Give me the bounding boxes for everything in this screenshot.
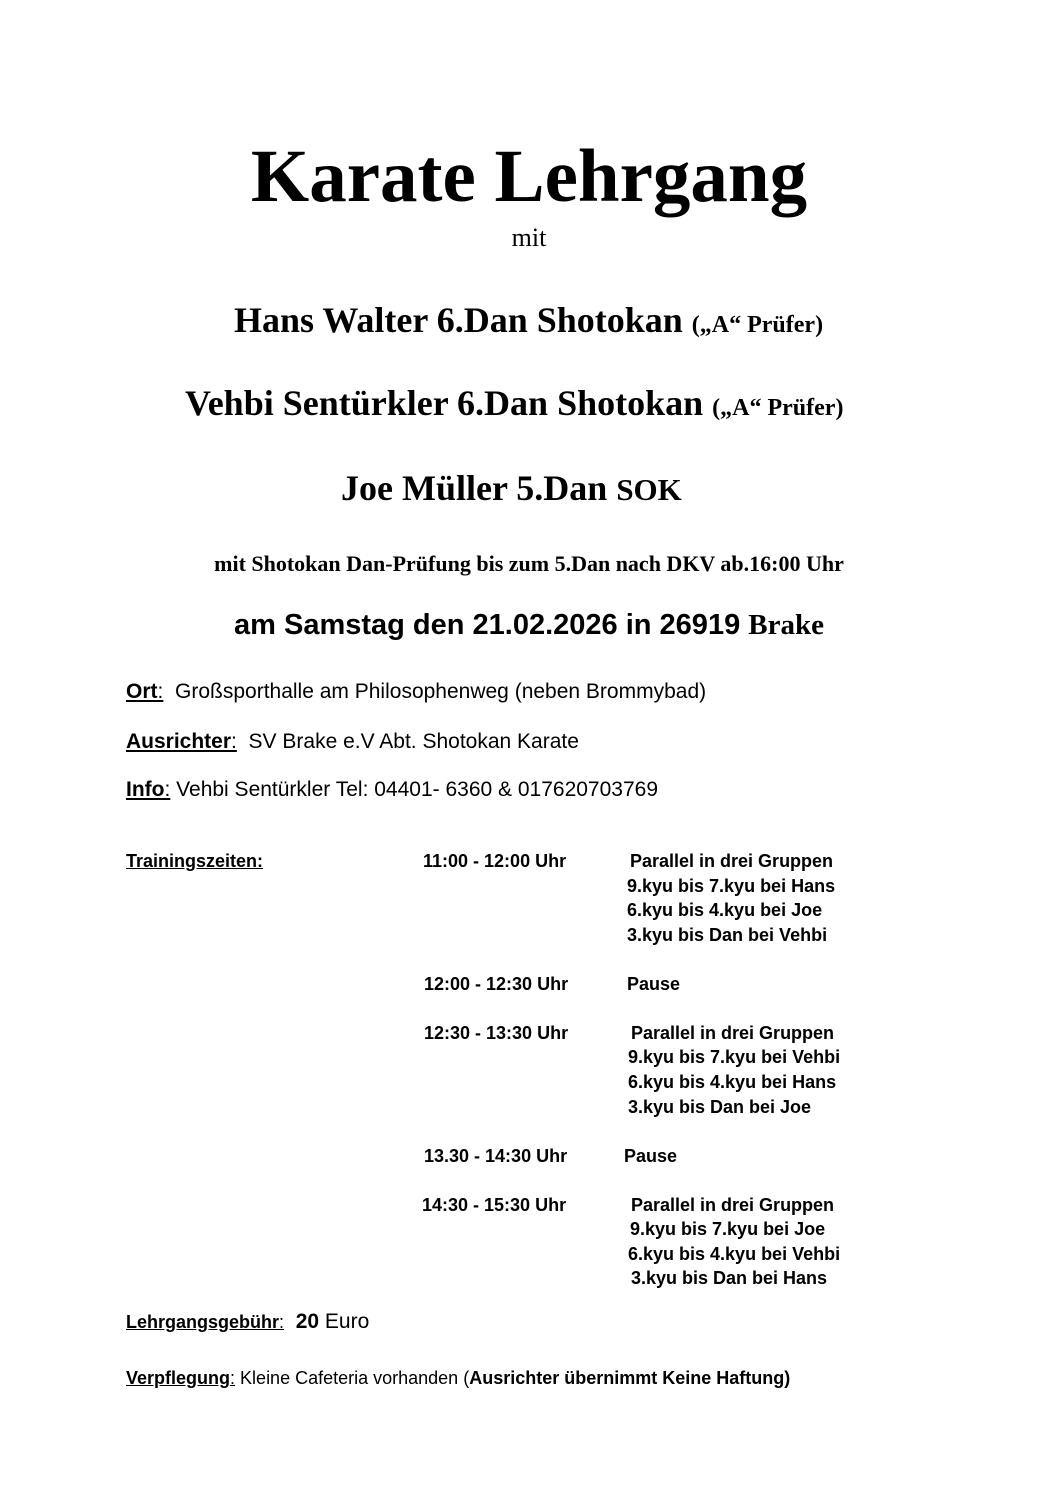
page-title: Karate Lehrgang: [250, 135, 808, 218]
info-line: Info: Vehbi Sentürkler Tel: 04401- 6360 & 017620703769: [126, 778, 659, 801]
trainer-style: SOK: [616, 472, 682, 507]
schedule-time: 14:30 - 15:30 Uhr: [422, 1195, 567, 1215]
trainer-name: Vehbi Sentürkler 6.Dan Shotokan: [185, 383, 704, 423]
schedule-line: Pause: [624, 1146, 678, 1166]
schedule-line: Parallel in drei Gruppen: [631, 1023, 835, 1043]
trainer-vehbi: [185, 381, 843, 430]
ausrichter-label: Ausrichter: [126, 730, 232, 753]
verpflegung-label: Verpflegung: [126, 1368, 231, 1388]
trainer-role: („A“ Prüfer): [691, 312, 824, 338]
schedule-line: 6.kyu bis 4.kyu bei Hans: [628, 1072, 837, 1092]
schedule-label: Trainingszeiten:: [126, 851, 264, 871]
schedule-time: 12:30 - 13:30 Uhr: [424, 1023, 569, 1043]
schedule-line: 3.kyu bis Dan bei Joe: [628, 1097, 812, 1117]
trainer-name: Hans Walter 6.Dan Shotokan: [234, 300, 683, 340]
verpflegung-note: Ausrichter übernimmt Keine Haftung: [469, 1368, 785, 1388]
fee-amount: 20: [295, 1310, 320, 1333]
info-label: Info: [126, 778, 165, 801]
schedule-line: 3.kyu bis Dan bei Hans: [631, 1268, 828, 1288]
date-city: Brake: [748, 609, 824, 641]
schedule-time: 12:00 - 12:30 Uhr: [424, 974, 569, 994]
date-main: am Samstag den 21.02.2026 in 26919: [234, 609, 741, 641]
schedule-line: 6.kyu bis 4.kyu bei Joe: [627, 900, 823, 920]
trainer-hans: [234, 298, 823, 347]
trainer-name: Joe Müller 5.Dan: [341, 468, 608, 508]
schedule-line: 9.kyu bis 7.kyu bei Vehbi: [628, 1047, 841, 1067]
schedule-line: 9.kyu bis 7.kyu bei Hans: [627, 876, 836, 896]
ort-value: Großsporthalle am Philosophenweg (neben Brommybad): [175, 680, 707, 703]
ausrichter-value: SV Brake e.V Abt. Shotokan Karate: [248, 730, 579, 753]
fee-label: Lehrgangsgebühr: [126, 1312, 280, 1332]
ort-label: Ort: [126, 680, 158, 703]
schedule-line: Parallel in drei Gruppen: [630, 851, 834, 871]
event-date: [0, 607, 1058, 643]
fee-currency: Euro: [324, 1310, 370, 1333]
verpflegung-value: Kleine Cafeteria vorhanden: [240, 1368, 459, 1388]
ort-line: Ort: Großsporthalle am Philosophenweg (neben Brommybad): [126, 680, 707, 703]
exam-note: mit Shotokan Dan-Prüfung bis zum 5.Dan nach DKV ab.16:00 Uhr: [214, 551, 844, 576]
schedule-line: 3.kyu bis Dan bei Vehbi: [627, 925, 828, 945]
trainer-joe: [341, 466, 682, 512]
verpflegung-line: Verpflegung: Kleine Cafeteria vorhanden (Ausrichter übernimmt Keine Haftung): [126, 1368, 791, 1388]
schedule-time: 13.30 - 14:30 Uhr: [424, 1146, 568, 1166]
schedule-line: 9.kyu bis 7.kyu bei Joe: [630, 1219, 826, 1239]
schedule-line: 6.kyu bis 4.kyu bei Vehbi: [628, 1244, 841, 1264]
schedule-time: 11:00 - 12:00 Uhr: [423, 851, 567, 871]
subtitle-mit: mit: [511, 223, 547, 252]
schedule-line: Parallel in drei Gruppen: [631, 1195, 835, 1215]
info-value: Vehbi Sentürkler Tel: 04401- 6360 & 017620703769: [176, 778, 659, 801]
ausrichter-line: Ausrichter: SV Brake e.V Abt. Shotokan Karate: [126, 730, 579, 753]
trainer-role: („A“ Prüfer): [712, 395, 844, 421]
fee-line: Lehrgangsgebühr: 20 Euro: [126, 1310, 370, 1333]
schedule-line: Pause: [627, 974, 681, 994]
